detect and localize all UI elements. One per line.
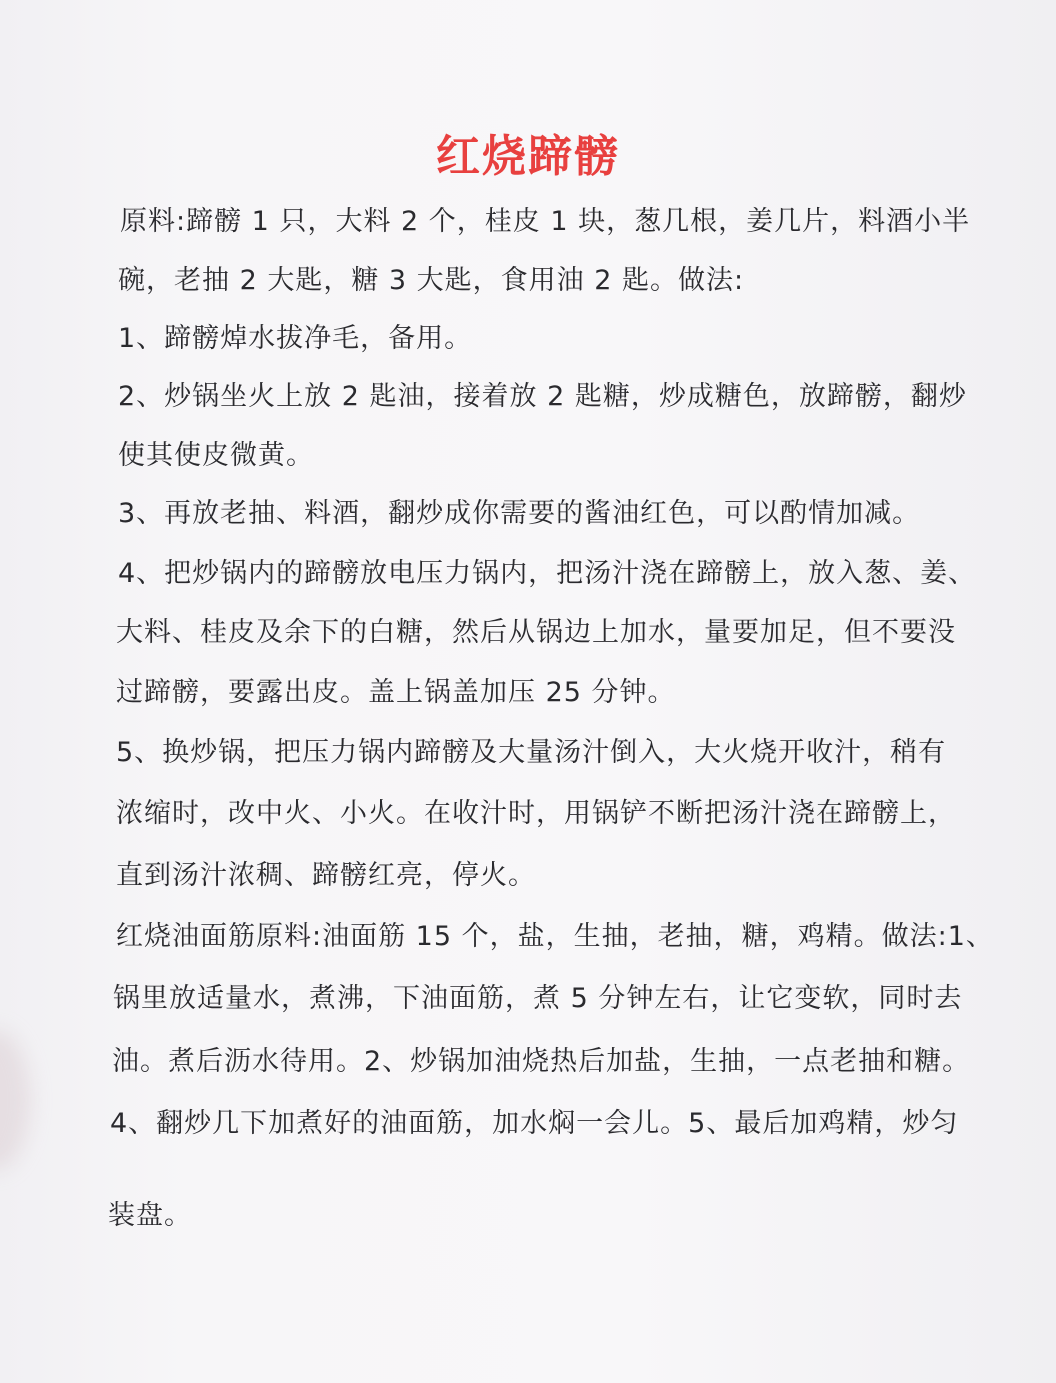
text-line-16: 4、翻炒几下加煮好的油面筋，加水焖一会儿。5、最后加鸡精，炒匀	[110, 1108, 959, 1139]
text-line-15: 油。煮后沥水待用。2、炒锅加油烧热后加盐，生抽，一点老抽和糖。	[112, 1046, 971, 1077]
text-line-2: 碗，老抽 2 大匙，糖 3 大匙，食用油 2 匙。做法:	[118, 265, 745, 296]
text-line-3: 1、蹄髈焯水拔净毛，备用。	[118, 323, 473, 354]
text-line-10: 5、换炒锅，把压力锅内蹄髈及大量汤汁倒入，大火烧开收汁，稍有	[116, 737, 947, 768]
text-line-6: 3、再放老抽、料酒，翻炒成你需要的酱油红色，可以酌情加减。	[118, 498, 921, 529]
text-line-12: 直到汤汁浓稠、蹄髈红亮，停火。	[116, 860, 536, 891]
text-line-17: 装盘。	[108, 1200, 192, 1231]
text-line-11: 浓缩时，改中火、小火。在收汁时，用锅铲不断把汤汁浇在蹄髈上，	[116, 798, 956, 829]
text-line-7: 4、把炒锅内的蹄髈放电压力锅内，把汤汁浇在蹄髈上，放入葱、姜、	[118, 558, 977, 589]
finger-shadow	[0, 1030, 30, 1170]
text-line-1: 原料:蹄髈 1 只，大料 2 个，桂皮 1 块，葱几根，姜几片，料酒小半	[120, 206, 971, 237]
text-line-4: 2、炒锅坐火上放 2 匙油，接着放 2 匙糖，炒成糖色，放蹄髈，翻炒	[118, 381, 967, 412]
text-line-14: 锅里放适量水，煮沸，下油面筋，煮 5 分钟左右，让它变软，同时去	[113, 983, 963, 1014]
page-title: 红烧蹄髈	[436, 131, 620, 182]
text-line-13: 红烧油面筋原料:油面筋 15 个，盐，生抽，老抽，糖，鸡精。做法:1、	[116, 921, 994, 952]
text-line-5: 使其使皮微黄。	[118, 440, 314, 471]
text-line-9: 过蹄髈，要露出皮。盖上锅盖加压 25 分钟。	[116, 677, 676, 708]
text-line-8: 大料、桂皮及余下的白糖，然后从锅边上加水，量要加足，但不要没	[116, 617, 956, 648]
